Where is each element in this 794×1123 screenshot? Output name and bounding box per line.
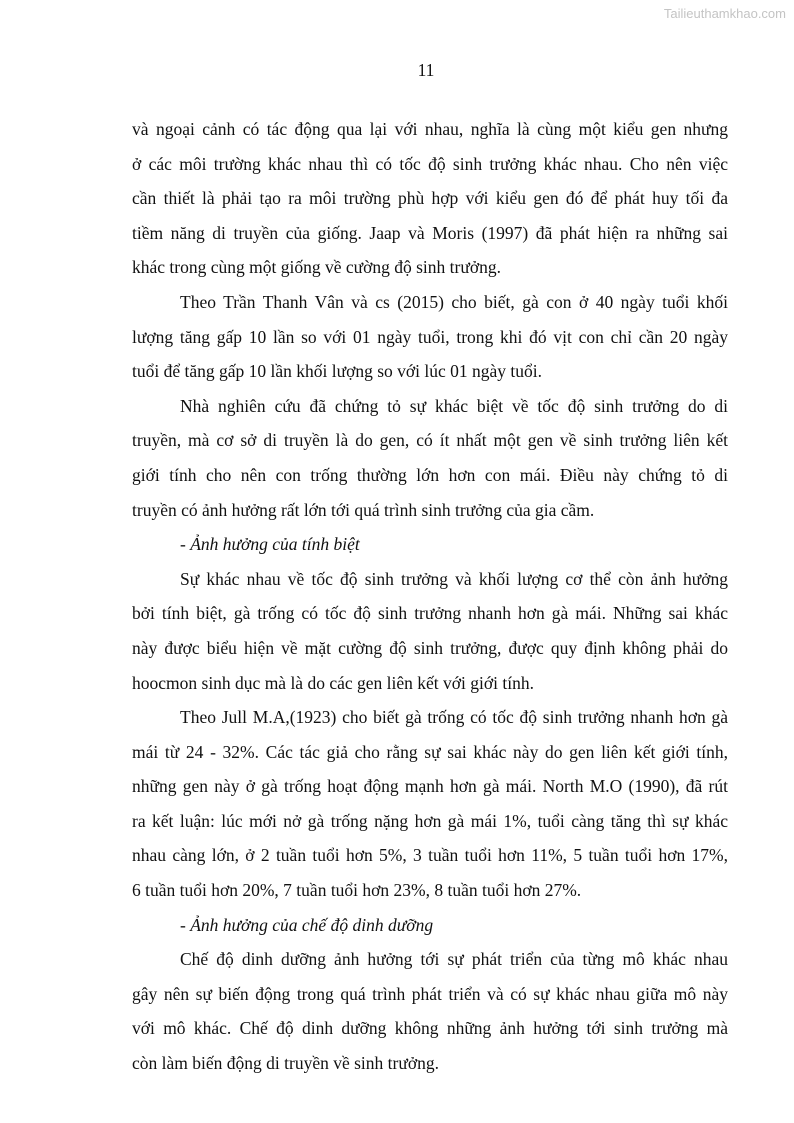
text-line: mái từ 24 - 32%. Các tác giả cho rằng sự sai khác này do gen liên kết giới tính, [132,741,728,762]
text-line: tuổi để tăng gấp 10 lần khối lượng so với lúc 01 ngày tuổi. [132,361,543,382]
text-line: cần thiết là phải tạo ra môi trường phù hợp với kiểu gen đó để phát huy tối đa [132,188,728,209]
text-line: nhau càng lớn, ở 2 tuần tuổi hơn 5%, 3 tuần tuổi hơn 11%, 5 tuần tuổi hơn 17%, [132,845,728,866]
text-line: này được biểu hiện về mặt cường độ sinh trưởng, được quy định không phải do [132,637,728,658]
text-line: khác trong cùng một giống về cường độ sinh trưởng. [132,257,501,278]
text-line: lượng tăng gấp 10 lần so với 01 ngày tuổi, trong khi đó vịt con chỉ cần 20 ngày [132,326,728,347]
text-line: truyền có ảnh hưởng rất lớn tới quá trình sinh trưởng của gia cầm. [132,499,595,520]
section-heading: - Ảnh hưởng của chế độ dinh dưỡng [180,914,434,935]
text-line: giới tính cho nên con trống thường lớn hơn con mái. Điều này chứng tỏ di [132,464,728,485]
document-body [132,112,728,1081]
text-line: Chế độ dinh dưỡng ảnh hưởng tới sự phát triển của từng mô khác nhau [180,949,728,970]
text-line: tiềm năng di truyền của giống. Jaap và Moris (1997) đã phát hiện ra những sai [132,222,728,243]
text-line: hoocmon sinh dục mà là do các gen liên kết với giới tính. [132,672,534,693]
text-line: Theo Trần Thanh Vân và cs (2015) cho biết, gà con ở 40 ngày tuổi khối [180,291,728,312]
text-line: 6 tuần tuổi hơn 20%, 7 tuần tuổi hơn 23%, 8 tuần tuổi hơn 27%. [132,880,582,901]
text-line: ra kết luận: lúc mới nở gà trống nặng hơn gà mái 1%, tuổi càng tăng thì sự khác [132,810,728,831]
text-line: với mô khác. Chế độ dinh dưỡng không những ảnh hưởng tới sinh trưởng mà [132,1018,728,1039]
page-number: 11 [417,60,435,80]
text-line: Theo Jull M.A,(1923) cho biết gà trống có tốc độ sinh trưởng nhanh hơn gà [180,707,728,728]
watermark: Tailieuthamkhao.com [663,6,786,21]
text-line: những gen này ở gà trống hoạt động mạnh hơn gà mái. North M.O (1990), đã rút [132,776,728,797]
text-line: gây nên sự biến động trong quá trình phát triển và có sự khác nhau giữa mô này [132,983,728,1004]
text-line: Sự khác nhau về tốc độ sinh trưởng và khối lượng cơ thể còn ảnh hưởng [180,568,728,589]
text-line: còn làm biến động di truyền về sinh trưởng. [132,1053,439,1074]
text-line: truyền, mà cơ sở di truyền là do gen, có ít nhất một gen về sinh trưởng liên kết [132,430,728,451]
text-line: bởi tính biệt, gà trống có tốc độ sinh trưởng nhanh hơn gà mái. Những sai khác [132,603,728,624]
section-heading: - Ảnh hưởng của tính biệt [180,534,360,555]
text-line: Nhà nghiên cứu đã chứng tỏ sự khác biệt về tốc độ sinh trưởng do di [180,395,728,416]
text-line: và ngoại cảnh có tác động qua lại với nhau, nghĩa là cùng một kiểu gen nhưng [132,119,728,139]
text-line: ở các môi trường khác nhau thì có tốc độ sinh trưởng khác nhau. Cho nên việc [132,153,728,174]
